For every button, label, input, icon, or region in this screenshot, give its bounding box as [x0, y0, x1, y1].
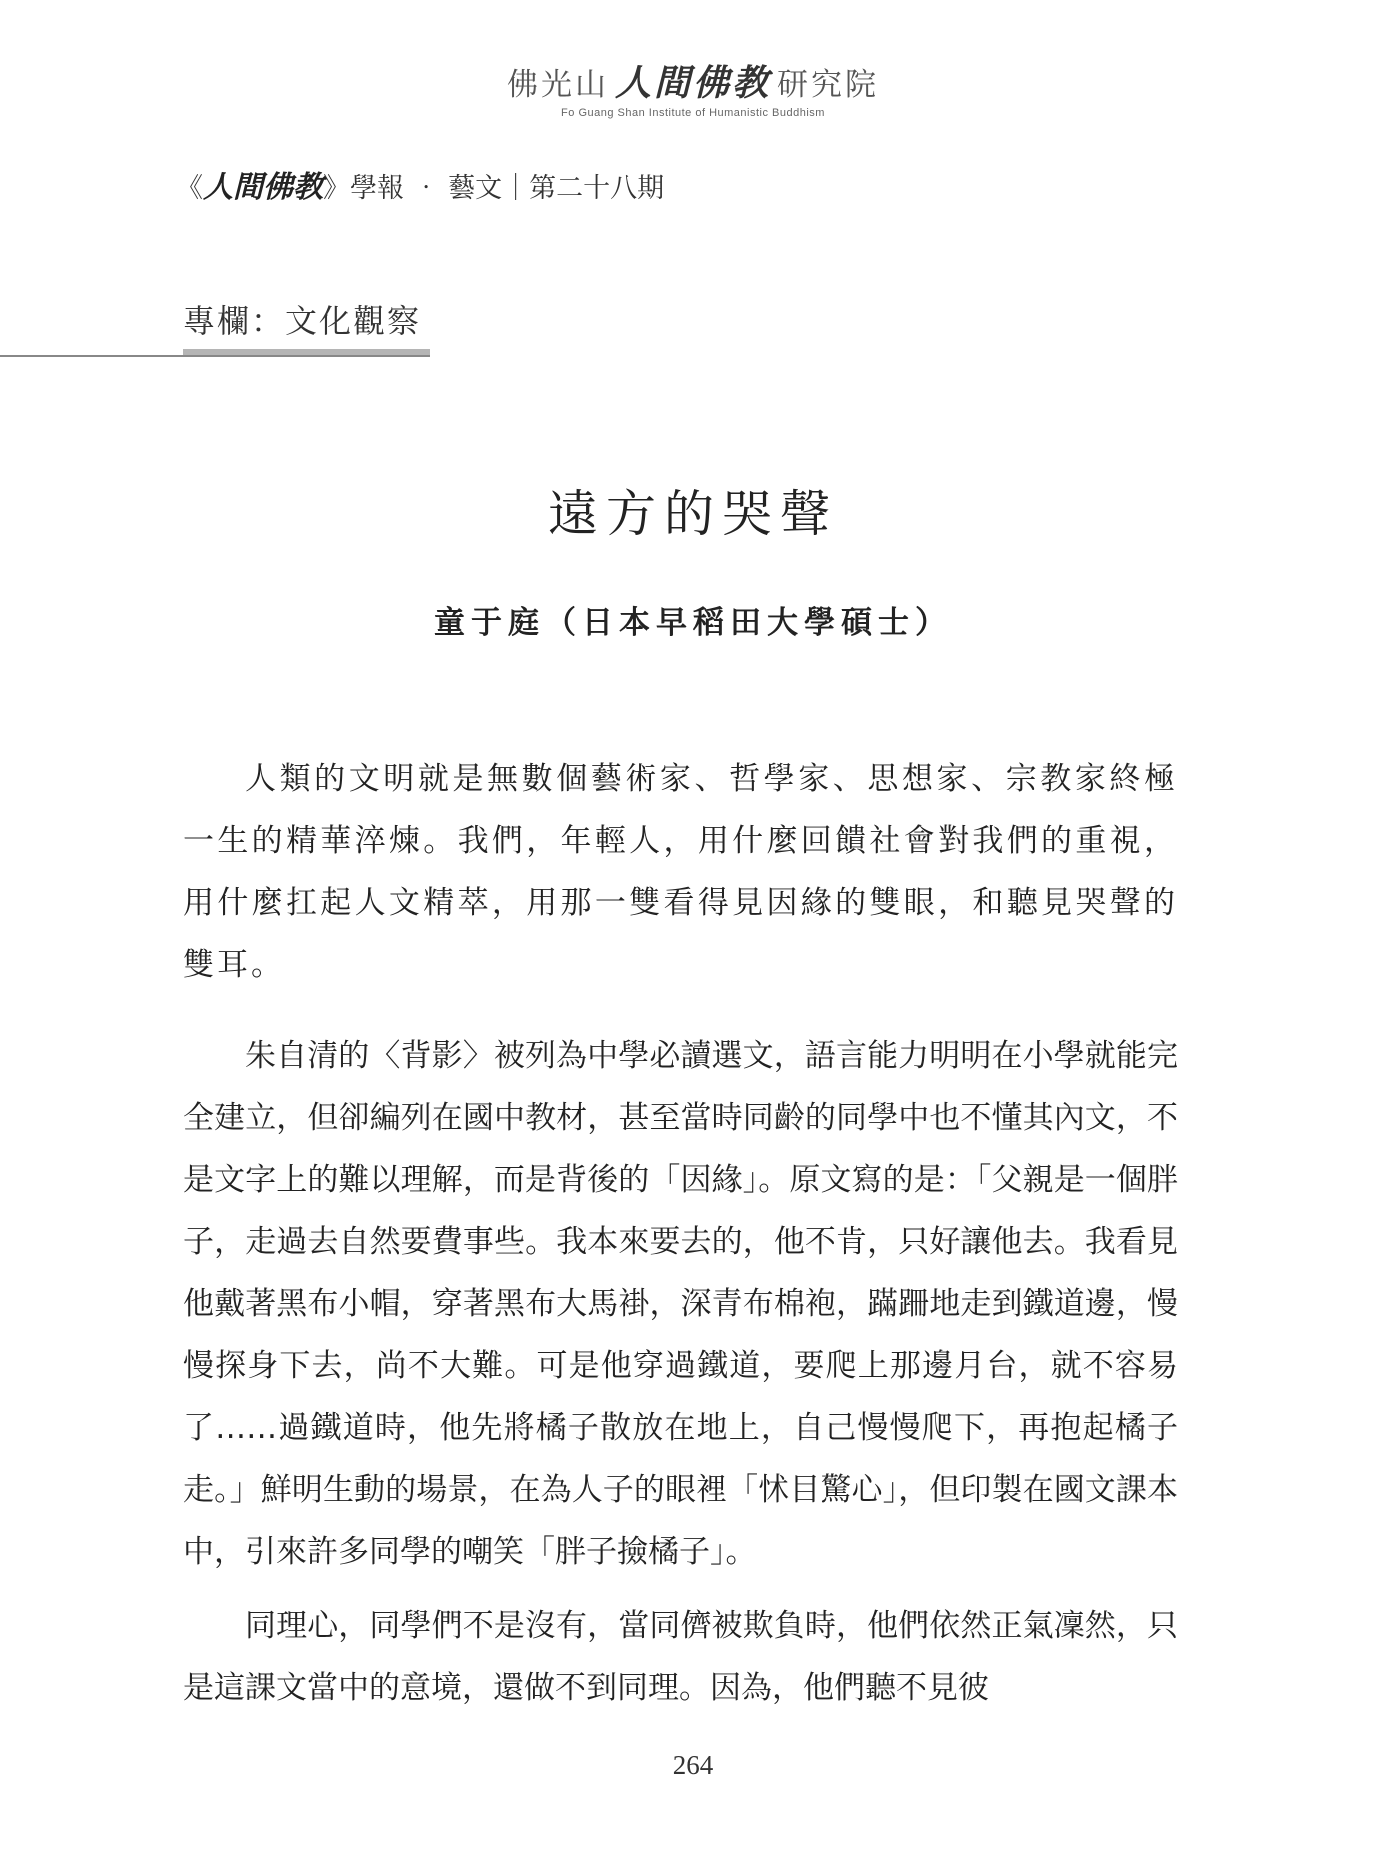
institute-title — [0, 62, 1386, 107]
article-author: 童于庭（日本早稻田大學碩士） — [434, 605, 952, 641]
institute-english-name: Fo Guang Shan Institute of Humanistic Buddhism — [561, 107, 825, 119]
journal-issue-info: 》學報 ‧ 藝文｜第二十八期 — [323, 173, 665, 204]
column-underline — [183, 349, 430, 355]
body-paragraph: 人類的文明就是無數個藝術家、哲學家、思想家、宗教家終極一生的精華淬煉。我們，年輕人，用什麼回饋社會對我們的重視，用什麼扛起人文精萃，用那一雙看得見因緣的雙眼，和聽見哭聲的雙耳。 — [183, 761, 1178, 983]
journal-brand-logo: 人間佛教 — [203, 170, 323, 205]
institute-suffix: 研究院 — [777, 67, 879, 103]
journal-open-bracket: 《 — [176, 173, 203, 204]
body-paragraph: 同理心，同學們不是沒有，當同儕被欺負時，他們依然正氣凜然，只是這課文當中的意境，還做不到同理。因為，他們聽不見彼 — [183, 1608, 1178, 1706]
institute-header — [0, 62, 1386, 119]
header-rule — [0, 355, 430, 357]
institute-prefix: 佛光山 — [506, 67, 609, 103]
body-paragraph: 朱自清的〈背影〉被列為中學必讀選文，語言能力明明在小學就能完全建立，但卻編列在國中教材，甚至當時同齡的同學中也不懂其內文，不是文字上的難以理解，而是背後的「因緣」。原文寫的是：「父親是一個胖子，走過去自然要費事些。我本來要去的，他不肯，只好讓他去。我看見他戴著黑布小帽，穿著黑布大馬褂，深青布棉袍，蹣跚地走到鐵道邊，慢慢探身下去，尚不大難。可是他穿過鐵道，要爬上那邊月台，就不容易了……過鐵道時，他先將橘子散放在地上，自己慢慢爬下，再抱起橘子走。」鮮明生動的場景，在為人子的眼裡「怵目驚心」，但印製在國文課本中，引來許多同學的嘲笑「胖子撿橘子」。 — [183, 1038, 1178, 1570]
article-title: 遠方的哭聲 — [548, 485, 838, 543]
page-number: 264 — [672, 1750, 714, 1780]
journal-header — [176, 162, 664, 206]
institute-brand-logo: 人間佛教 — [614, 63, 771, 104]
column-label: 專欄：文化觀察 — [183, 302, 422, 340]
